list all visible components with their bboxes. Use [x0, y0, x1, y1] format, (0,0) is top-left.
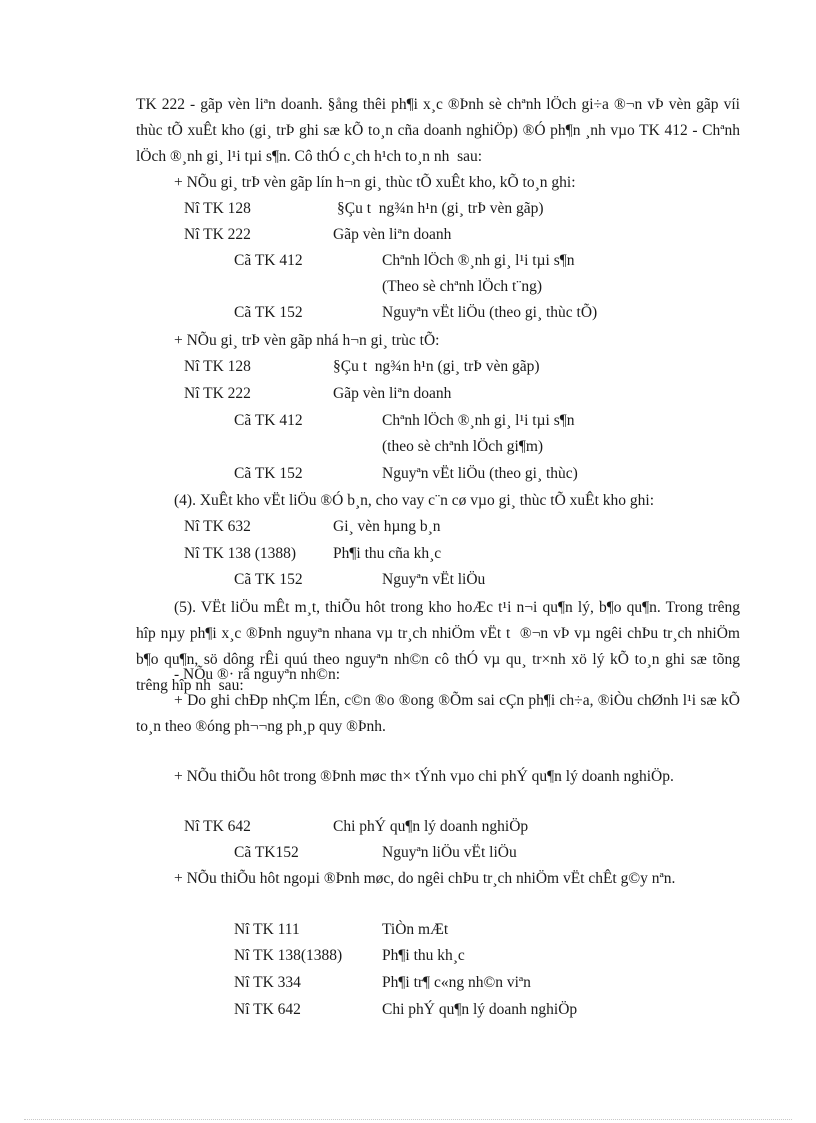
paragraph-outside-norm: + NÕu thiÕu hôt ngoµi ®Þnh møc, do ngêi chÞu tr¸ch nhiÖm vËt chÊt g©y nªn. [174, 870, 676, 887]
paragraph-contribution: TK 222 - gãp vèn liªn doanh. §ång thêi ph¶i x¸c ®Þnh sè chªnh lÖch gi÷a ®¬n vÞ vèn gãp víi thùc tÕ xuÊt kho (gi¸ trÞ ghi sæ kÕ to¸n cña doanh nghiÖp) ®Ó ph¶n ¸nh vµo TK 412 - Chªnh lÖch ®¸nh gi¸ l¹i tµi s¶n. Cô thÓ c¸ch h¹ch to¸n nh sau: [136, 96, 740, 165]
account-description: Chi phÝ qu¶n lý doanh nghiÖp [333, 818, 529, 835]
paragraph-item-5: (5). VËt liÖu mÊt m¸t, thiÕu hôt trong kho hoÆc t¹i n¬i qu¶n lý, b¶o qu¶n. Trong trêng hîp nµy ph¶i x¸c ®Þnh nguyªn nhana vµ tr¸ch nhiÖm vËt t ®¬n vÞ vµ ngêi chÞu tr¸ch nhiÖm b¶o qu¶n, sö dông rÊi quú theo nguyªn nh©n cô thÓ vµ qu¸ tr×nh xö lý kÕ to¸n ghi sæ tõng trêng hîp nh sau: [136, 599, 740, 694]
account-description: Chªnh lÖch ®¸nh gi¸ l¹i tµi s¶n [382, 412, 575, 429]
account-code: Nî TK 334 [234, 974, 301, 991]
account-description: Nguyªn vËt liÖu [382, 571, 486, 588]
account-description: Ph¶i tr¶ c«ng nh©n viªn [382, 974, 531, 991]
account-description: Chi phÝ qu¶n lý doanh nghiÖp [382, 1001, 578, 1018]
paragraph-within-norm: + NÕu thiÕu hôt trong ®Þnh møc th× tÝnh vµo chi phÝ qu¶n lý doanh nghiÖp. [174, 768, 674, 785]
paragraph-recording-error: + Do ghi chÐp nhÇm lÉn, c©n ®o ®ong ®Õm sai cÇn ph¶i ch÷a, ®iÒu chØnh l¹i sæ kÕ to¸n theo ®óng ph¬¬ng ph¸p quy ®Þnh. [136, 692, 740, 735]
account-description: Gãp vèn liªn doanh [333, 226, 452, 243]
account-code: Nî TK 642 [234, 1001, 301, 1018]
account-description: §Çu t ng¾n h¹n (gi¸ trÞ vèn gãp) [333, 358, 540, 375]
account-code: Nî TK 138 (1388) [184, 545, 297, 562]
account-code: Nî TK 222 [184, 385, 251, 402]
account-code: Nî TK 128 [184, 200, 251, 217]
account-code: Cã TK 152 [234, 304, 303, 321]
account-description: Nguyªn vËt liÖu (theo gi¸ thùc tÕ) [382, 304, 598, 321]
page-footer-divider [24, 1119, 792, 1120]
account-description: Ph¶i thu kh¸c [382, 947, 465, 964]
account-description: (Theo sè chªnh lÖch t¨ng) [382, 278, 543, 295]
account-code: Nî TK 111 [234, 921, 300, 938]
document-page: TK 222 - gãp vèn liªn doanh. §ång thêi ph¶i x¸c ®Þnh sè chªnh lÖch gi÷a ®¬n vÞ vèn gãp víi thùc tÕ xuÊt kho (gi¸ trÞ ghi sæ kÕ to¸n cña doanh nghiÖp) ®Ó ph¶n ¸nh vµo TK 412 - Chªnh lÖch ®¸nh gi¸ l¹i tµi s¶n. Cô thÓ c¸ch h¹ch to¸n nh sau: + NÕu gi¸ trÞ vèn gãp lín h¬n gi¸ thùc tÕ xuÊt kho, kÕ to¸n ghi: Nî TK 128 §Çu t ng¾n h¹n (gi¸ trÞ vèn gãp) Nî TK 222 Gãp vèn liªn doanh Cã TK 412 Chªnh lÖch ®¸nh gi¸ l¹i tµi s¶n (Theo sè chªnh lÖch t¨ng) Cã TK 152 Nguyªn vËt liÖu (theo gi¸ thùc tÕ) + NÕu gi¸ trÞ vèn gãp nhá h¬n gi¸ trùc tÕ: Nî TK 128 §Çu t ng¾n h¹n (gi¸ trÞ vèn gãp) Nî TK 222 Gãp vèn liªn doanh Cã TK 412 Chªnh lÖch ®¸nh gi¸ l¹i tµi s¶n (theo sè chªnh lÖch gi¶m) Cã TK 152 Nguyªn vËt liÖu (theo gi¸ thùc) (4). XuÊt kho vËt liÖu ®Ó b¸n, cho vay c¨n cø vµo gi¸ thùc tÕ xuÊt kho ghi: Nî TK 632 Gi¸ vèn hµng b¸n Nî TK 138 (1388) Ph¶i thu cña kh¸c Cã TK 152 Nguyªn vËt liÖu (5). VËt liÖu mÊt m¸t, thiÕu hôt trong kho hoÆc t¹i n¬i qu¶n lý, b¶o qu¶n. Trong trêng hîp nµy ph¶i x¸c ®Þnh nguyªn nhana vµ tr¸ch nhiÖm vËt t ®¬n vÞ vµ ngêi chÞu tr¸ch nhiÖm b¶o qu¶n, sö dông rÊi quú theo nguyªn nh©n cô thÓ vµ qu¸ tr×nh xö lý kÕ to¸n ghi sæ tõng trêng hîp nh sau: - NÕu ®· râ nguyªn nh©n: + Do ghi chÐp nhÇm lÉn, c©n ®o ®ong ®Õm sai cÇn ph¶i ch÷a, ®iÒu chØnh l¹i sæ kÕ to¸n theo ®óng ph¬¬ng ph¸p quy ®Þnh. + NÕu thiÕu hôt trong ®Þnh møc th× tÝnh vµo chi phÝ qu¶n lý doanh nghiÖp. Nî TK 642 Chi phÝ qu¶n lý doanh nghiÖp Cã TK152 Nguyªn liÖu vËt liÖu + NÕu thiÕu hôt ngoµi ®Þnh møc, do ngêi chÞu tr¸ch nhiÖm vËt chÊt g©y nªn. Nî TK 111 TiÒn mÆt Nî TK 138(1388) Ph¶i thu kh¸c Nî TK 334 Ph¶i tr¶ c«ng nh©n viªn Nî TK 642 Chi phÝ qu¶n lý doanh nghiÖp [0, 0, 816, 1123]
account-code: Cã TK 152 [234, 571, 303, 588]
account-description: Nguyªn liÖu vËt liÖu [382, 844, 517, 861]
account-code: Cã TK152 [234, 844, 299, 861]
account-description: (theo sè chªnh lÖch gi¶m) [382, 438, 544, 455]
account-description: Nguyªn vËt liÖu (theo gi¸ thùc) [382, 465, 578, 482]
account-code: Cã TK 412 [234, 412, 303, 429]
account-code: Nî TK 128 [184, 358, 251, 375]
account-description: Gãp vèn liªn doanh [333, 385, 452, 402]
account-description: §Çu t ng¾n h¹n (gi¸ trÞ vèn gãp) [337, 200, 544, 217]
account-description: TiÒn mÆt [382, 921, 449, 938]
account-code: Cã TK 152 [234, 465, 303, 482]
account-code: Cã TK 412 [234, 252, 303, 269]
account-code: Nî TK 642 [184, 818, 251, 835]
account-code: Nî TK 632 [184, 518, 251, 535]
account-description: Ph¶i thu cña kh¸c [333, 545, 442, 562]
account-description: Gi¸ vèn hµng b¸n [333, 518, 441, 535]
account-description: Chªnh lÖch ®¸nh gi¸ l¹i tµi s¶n [382, 252, 575, 269]
account-code: Nî TK 138(1388) [234, 947, 343, 964]
account-code: Nî TK 222 [184, 226, 251, 243]
